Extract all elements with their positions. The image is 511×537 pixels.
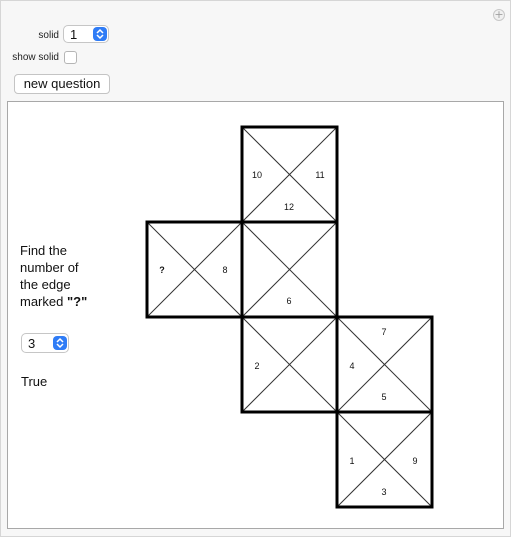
question-marker: "?" (66, 294, 88, 309)
edge-label-1: 1 (349, 456, 355, 466)
edge-label-10: 10 (251, 170, 263, 180)
edge-label-11: 11 (315, 170, 325, 180)
net-square-top (242, 127, 337, 222)
edge-label-2: 2 (254, 361, 260, 371)
edge-label-3: 3 (381, 487, 387, 497)
solid-value: 1 (70, 27, 78, 42)
edge-label-5: 5 (381, 392, 387, 402)
edge-label-6: 6 (286, 296, 292, 306)
plus-icon[interactable]: + (494, 8, 504, 21)
prompt-line-2: number of (20, 260, 79, 275)
net-square-bottom (337, 412, 432, 507)
new-question-button[interactable]: new question (14, 74, 110, 94)
net-square-middle-lower (242, 317, 337, 412)
edge-label-12: 12 (283, 202, 295, 212)
prompt-line-3: the edge (20, 277, 71, 292)
edge-label-question: ? (159, 265, 165, 275)
edge-label-9: 9 (412, 456, 418, 466)
edge-label-8: 8 (222, 265, 228, 275)
prompt-line-1: Find the (20, 243, 67, 258)
edge-label-4: 4 (349, 361, 355, 371)
result-text: True (21, 374, 48, 389)
net-square-center (242, 222, 337, 317)
solid-label: solid (38, 30, 59, 41)
answer-value: 3 (28, 336, 36, 351)
prompt-line-4-prefix: marked (20, 294, 67, 309)
net-square-right (337, 317, 432, 412)
net-square-left (147, 222, 242, 317)
show-solid-label: show solid (12, 52, 59, 63)
edge-label-7: 7 (381, 327, 387, 337)
